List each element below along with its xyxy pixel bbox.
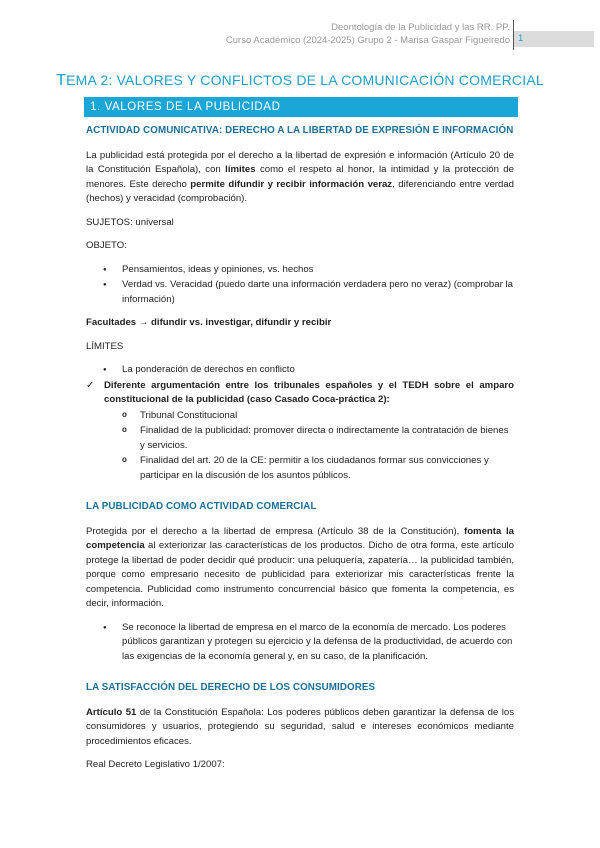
sub-list-item: o Finalidad de la publicidad: promover directa o indirectamente la contratación de bienes y servicios. [86, 424, 514, 453]
sub-list-item: o Finalidad del art. 20 de la CE: permitir a los ciudadanos formar sus convicciones y participar en la discusión de los asuntos públicos. [86, 454, 514, 483]
paragraph: La publicidad está protegida por el derecho a la libertad de expresión e información (Artículo 20 de la Constitución Española), con límites como el respeto al honor, la intimidad y la protección de menores. Este derecho permite difundir y recibir información veraz, diferenciando entre verdad (hechos) y veracidad (comprobación). [86, 149, 514, 204]
objeto-label: OBJETO: [86, 240, 127, 251]
page-number: 1 [518, 33, 524, 44]
check-item: ✓ Diferente argumentación entre los tribunales españoles y el TEDH sobre el amparo constitucional de la publicidad (caso Casado Coca-práctica 2): [86, 379, 514, 408]
list-item: ● Verdad vs. Veracidad (puedo darte una información verdadera pero no veraz) (comprobar la información) [86, 278, 514, 307]
list-item: ● La ponderación de derechos en conflicto [86, 363, 514, 378]
paragraph: Artículo 51 de la Constitución Española: Los poderes públicos deben garantizar la defensa de los consumidores y usuarios, protegiendo su seguridad, salud e intereses económicos mediante procedimientos eficaces. [86, 706, 514, 747]
subheading-consumidores: LA SATISFACCIÓN DEL DERECHO DE LOS CONSUMIDORES [86, 682, 376, 693]
real-decreto-line: Real Decreto Legislativo 1/2007: [86, 759, 225, 770]
document-body [86, 124, 514, 782]
list-item: ● Pensamientos, ideas y opiniones, vs. hechos [86, 263, 514, 278]
objeto-list [86, 263, 514, 308]
subheading-libertad-expresion: ACTIVIDAD COMUNICATIVA: DERECHO A LA LIBERTAD DE EXPRESIÓN E INFORMACIÓN [86, 125, 514, 136]
subheading-actividad-comercial: LA PUBLICIDAD COMO ACTIVIDAD COMERCIAL [86, 501, 317, 512]
running-header [226, 22, 510, 47]
sub-list-item: o Tribunal Constitucional [86, 409, 514, 424]
header-group: Curso Académico (2024-2025) Grupo 2 - Marisa Gaspar Figueiredo [225, 34, 510, 46]
sujetos-line: SUJETOS: universal [86, 216, 174, 228]
limites-label: LÍMITES [86, 340, 124, 352]
header-course: Deontología de la Publicidad y las RR. PP. [331, 22, 510, 33]
empresa-list [86, 621, 514, 665]
limites-list [86, 363, 514, 483]
list-item: ● Se reconoce la libertad de empresa en el marco de la economía de mercado. Los poderes públicos garantizan y protegen su ejercicio y la defensa de la productividad, de acuerdo con las exigencias de la economía general y, en su caso, de la planificación. [86, 621, 514, 665]
page-number-box [514, 31, 594, 47]
facultades-line: Facultades → difundir vs. investigar, difundir y recibir [86, 317, 332, 328]
page-title: TEMA 2: VALORES Y CONFLICTOS DE LA COMUNICACIÓN COMERCIAL [56, 72, 544, 89]
paragraph: Protegida por el derecho a la libertad de empresa (Artículo 38 de la Constitución), fomenta la competencia al exteriorizar las características de los productos. Dicho de otra forma, este artículo protege la libertad de poder decidir qué producir: una peluquería, zapatería… la publicidad también, porque como empresario necesito de publicidad para exteriorizar mis características frente la competencia. Publicidad como instrumento concurrencial básico que fomenta la competencia, es decir, información. [86, 525, 514, 609]
section-heading: 1. VALORES DE LA PUBLICIDAD [84, 97, 518, 117]
